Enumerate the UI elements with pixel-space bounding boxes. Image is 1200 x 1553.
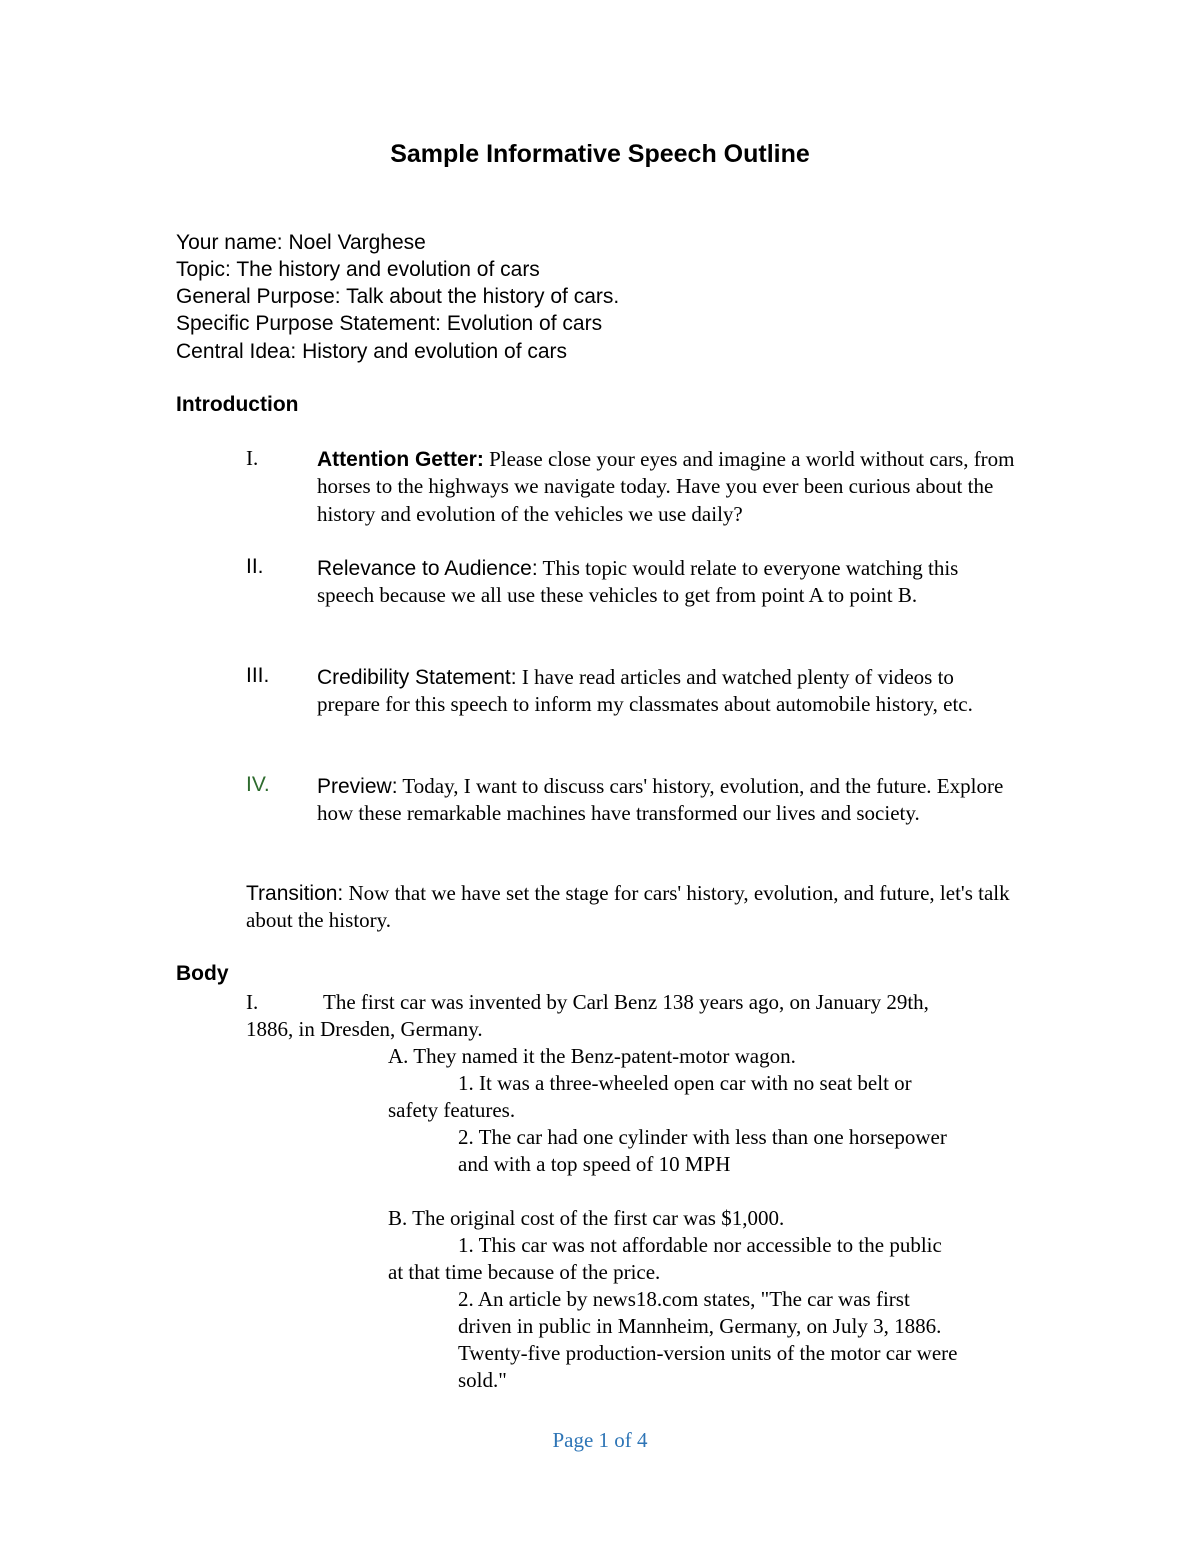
meta-value: History and evolution of cars <box>296 340 568 363</box>
sub-point-b2: sold." <box>458 1368 507 1392</box>
outline-number: I. <box>246 446 259 470</box>
item-text: This topic would relate to everyone watching this speech because we all use these vehicles to get from point A to point B. <box>317 556 959 608</box>
transition <box>246 880 1036 935</box>
sub-point-b2: driven in public in Mannheim, Germany, on July 3, 1886. <box>458 1314 942 1338</box>
introduction-heading: Introduction <box>176 393 299 416</box>
item-label: Attention Getter: <box>317 448 484 471</box>
sub-point-a: A. They named it the Benz-patent-motor wagon. <box>388 1044 796 1068</box>
meta-label: Your name: <box>176 231 283 254</box>
meta-value: The history and evolution of cars <box>230 258 540 281</box>
meta-general-purpose <box>176 283 619 310</box>
transition-label: Transition: <box>246 882 344 905</box>
outline-number: II. <box>246 555 264 578</box>
transition-text: Now that we have set the stage for cars' history, evolution, and future, let's talk about the history. <box>246 881 1010 933</box>
page-title: Sample Informative Speech Outline <box>390 140 810 168</box>
item-label: Preview: <box>317 775 398 798</box>
preview <box>317 773 1017 828</box>
body-heading: Body <box>176 962 229 985</box>
meta-specific-purpose <box>176 310 602 337</box>
sub-point-a1: safety features. <box>388 1098 516 1122</box>
meta-label: Specific Purpose Statement: <box>176 312 441 335</box>
meta-value: Noel Varghese <box>282 231 426 254</box>
meta-value: Evolution of cars <box>440 312 603 335</box>
item-text: I have read articles and watched plenty of videos to prepare for this speech to inform my classmates about automobile history, etc. <box>317 665 973 717</box>
sub-point-b1: 1. This car was not affordable nor accessible to the public <box>458 1233 942 1257</box>
sub-point-b: B. The original cost of the first car was $1,000. <box>388 1206 785 1230</box>
sub-point-a1: 1. It was a three-wheeled open car with no seat belt or <box>458 1071 912 1095</box>
sub-point-a2: 2. The car had one cylinder with less than one horsepower <box>458 1125 947 1149</box>
meta-central-idea <box>176 338 567 365</box>
sub-point-b2: Twenty-five production-version units of the motor car were <box>458 1341 958 1365</box>
meta-value: Talk about the history of cars. <box>340 285 620 308</box>
outline-number: III. <box>246 664 270 687</box>
item-text: Please close your eyes and imagine a world without cars, from horses to the highways we navigate today. Have you ever been curious about the history and evolution of the vehicles we use daily? <box>317 447 1015 526</box>
relevance-to-audience <box>317 555 1017 610</box>
meta-topic <box>176 256 540 283</box>
meta-your-name <box>176 229 426 256</box>
item-label: Relevance to Audience: <box>317 557 538 580</box>
body-point-1-line: 1886, in Dresden, Germany. <box>246 1017 483 1041</box>
outline-number: IV. <box>246 773 270 796</box>
attention-getter <box>317 446 1017 528</box>
item-text: Today, I want to discuss cars' history, evolution, and the future. Explore how these remarkable machines have transformed our lives and society. <box>317 774 1004 826</box>
sub-point-b1: at that time because of the price. <box>388 1260 661 1284</box>
sub-point-a2: and with a top speed of 10 MPH <box>458 1152 731 1176</box>
body-point-1-line: The first car was invented by Carl Benz 138 years ago, on January 29th, <box>323 990 929 1014</box>
item-label: Credibility Statement: <box>317 666 517 689</box>
outline-number: I. <box>246 990 259 1014</box>
meta-label: Central Idea: <box>176 340 297 363</box>
credibility-statement <box>317 664 1017 719</box>
sub-point-b2: 2. An article by news18.com states, "The car was first <box>458 1287 910 1311</box>
meta-label: General Purpose: <box>176 285 341 308</box>
page-number: Page 1 of 4 <box>552 1428 648 1452</box>
meta-label: Topic: <box>176 258 231 281</box>
